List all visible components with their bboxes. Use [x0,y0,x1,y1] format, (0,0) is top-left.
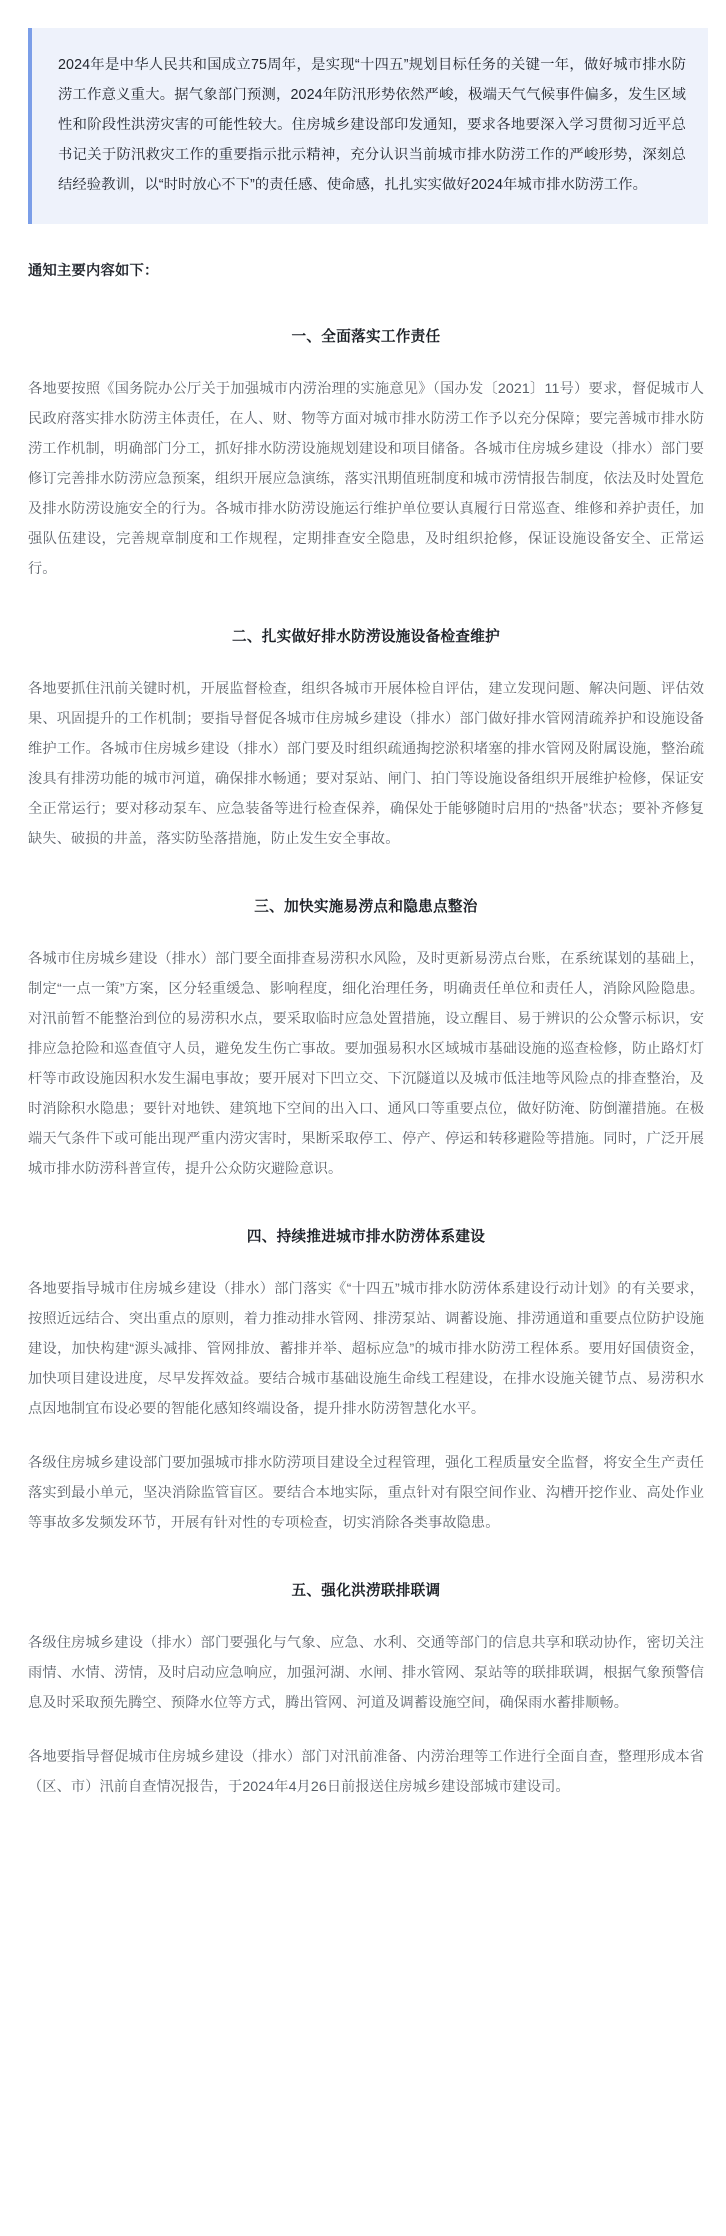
section-1-body [28,374,704,584]
bottom-spacer [0,1802,726,1842]
section-3-heading: 三、加快实施易涝点和隐患点整治 [254,899,478,915]
section-1-heading: 一、全面落实工作责任 [291,329,441,345]
section-2-heading: 二、扎实做好排水防涝设施设备检查维护 [231,629,501,645]
section-2-body [28,674,704,854]
section-3-paragraph-1: 各城市住房城乡建设（排水）部门要全面排查易涝积水风险，及时更新易涝点台账，在系统谋划的基础上，制定“一点一策”方案，区分轻重缓急、影响程度，细化治理任务，明确责任单位和责任人，消除风险隐患。对汛前暂不能整治到位的易涝积水点，要采取临时应急处置措施，设立醒目、易于辨识的公众警示标识，安排应急抢险和巡查值守人员，避免发生伤亡事故。要加强易积水区域城市基础设施的巡查检修，防止路灯灯杆等市政设施因积水发生漏电事故；要开展对下凹立交、下沉隧道以及城市低洼地等风险点的排查整治，及时消除积水隐患；要针对地铁、建筑地下空间的出入口、通风口等重要点位，做好防淹、防倒灌措施。在极端天气条件下或可能出现严重内涝灾害时，果断采取停工、停产、停运和转移避险等措施。同时，广泛开展城市排水防涝科普宣传，提升公众防灾避险意识。 [28,951,704,1177]
section-5-paragraph-1: 各级住房城乡建设（排水）部门要强化与气象、应急、水利、交通等部门的信息共享和联动协作，密切关注雨情、水情、涝情，及时启动应急响应，加强河湖、水闸、排水管网、泵站等的联排联调，根据气象预警信息及时采取预先腾空、预降水位等方式，腾出管网、河道及调蓄设施空间，确保雨水蓄排顺畅。 [28,1635,704,1711]
section-3-body [28,944,704,1184]
section-1-paragraph-1: 各地要按照《国务院办公厅关于加强城市内涝治理的实施意见》（国办发〔2021〕11号）要求，督促城市人民政府落实排水防涝主体责任，在人、财、物等方面对城市排水防涝工作予以充分保障；要完善城市排水防涝工作机制，明确部门分工，抓好排水防涝设施规划建设和项目储备。各城市住房城乡建设（排水）部门要修订完善排水防涝应急预案，组织开展应急演练，落实汛期值班制度和城市涝情报告制度，依法及时处置危及排水防涝设施安全的行为。各城市排水防涝设施运行维护单位要认真履行日常巡查、维修和养护责任，加强队伍建设，完善规章制度和工作规程，定期排查安全隐患，及时组织抢修，保证设施设备安全、正常运行。 [28,381,704,577]
section-2 [28,624,704,854]
section-2-paragraph-1: 各地要抓住汛前关键时机，开展监督检查，组织各城市开展体检自评估，建立发现问题、解决问题、评估效果、巩固提升的工作机制；要指导督促各城市住房城乡建设（排水）部门做好排水管网清疏养护和设施设备维护工作。各城市住房城乡建设（排水）部门要及时组织疏通掏挖淤积堵塞的排水管网及附属设施，整治疏浚具有排涝功能的城市河道，确保排水畅通；要对泵站、闸门、拍门等设施设备组织开展维护检修，保证安全正常运行；要对移动泵车、应急装备等进行检查保养，确保处于能够随时启用的“热备”状态；要补齐修复缺失、破损的井盖，落实防坠落措施，防止发生安全事故。 [28,681,704,847]
section-5-body [28,1628,704,1802]
section-5 [28,1578,704,1802]
article-page [0,28,726,1842]
section-5-heading: 五、强化洪涝联排联调 [291,1583,441,1599]
intro-callout [28,28,708,224]
section-5-paragraph-2: 各地要指导督促城市住房城乡建设（排水）部门对汛前准备、内涝治理等工作进行全面自查，整理形成本省（区、市）汛前自查情况报告，于2024年4月26日前报送住房城乡建设部城市建设司。 [28,1749,704,1795]
lead-in-label: 通知主要内容如下： [28,263,159,279]
intro-callout-text: 2024年是中华人民共和国成立75周年，是实现“十四五”规划目标任务的关键一年，做好城市排水防涝工作意义重大。据气象部门预测，2024年防汛形势依然严峻，极端天气气候事件偏多，发生区域性和阶段性洪涝灾害的可能性较大。住房城乡建设部印发通知，要求各地要深入学习贯彻习近平总书记关于防汛救灾工作的重要指示批示精神，充分认识当前城市排水防涝工作的严峻形势，深刻总结经验教训，以“时时放心不下”的责任感、使命感，扎扎实实做好2024年城市排水防涝工作。 [58,57,686,193]
section-4-paragraph-1: 各地要指导城市住房城乡建设（排水）部门落实《“十四五”城市排水防涝体系建设行动计划》的有关要求，按照近远结合、突出重点的原则，着力推动排水管网、排涝泵站、调蓄设施、排涝通道和重要点位防护设施建设，加快构建“源头减排、管网排放、蓄排并举、超标应急”的城市排水防涝工程体系。要用好国债资金，加快项目建设进度，尽早发挥效益。要结合城市基础设施生命线工程建设，在排水设施关键节点、易涝积水点因地制宜布设必要的智能化感知终端设备，提升排水防涝智慧化水平。 [28,1281,704,1417]
section-4-paragraph-2: 各级住房城乡建设部门要加强城市排水防涝项目建设全过程管理，强化工程质量安全监督，将安全生产责任落实到最小单元，坚决消除监管盲区。要结合本地实际，重点针对有限空间作业、沟槽开挖作业、高处作业等事故多发频发环节，开展有针对性的专项检查，切实消除各类事故隐患。 [28,1455,704,1531]
section-3 [28,894,704,1184]
section-4-heading: 四、持续推进城市排水防涝体系建设 [246,1229,486,1245]
section-1 [28,324,704,584]
section-4 [28,1224,704,1538]
section-4-body [28,1274,704,1538]
